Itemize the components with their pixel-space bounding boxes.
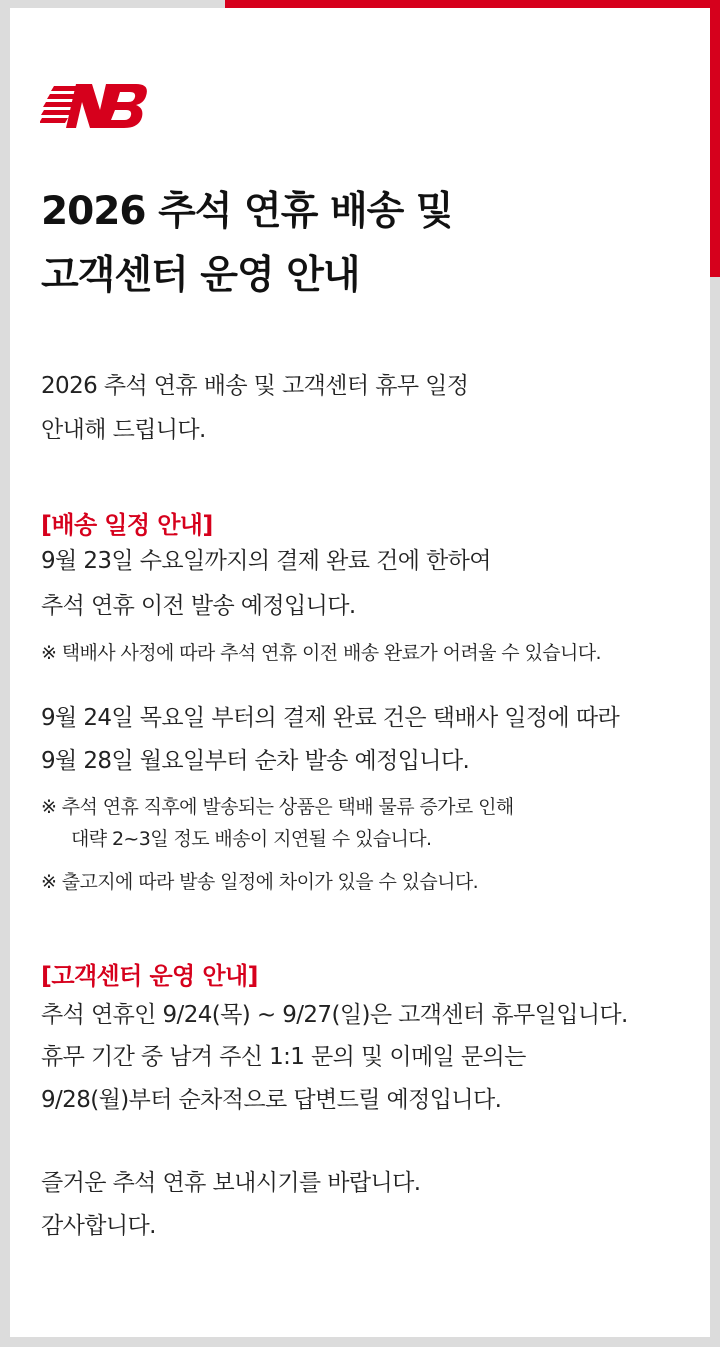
intro-line-1: 2026 추석 연휴 배송 및 고객센터 휴무 일정 [41, 373, 469, 399]
cs-line-1: 추석 연휴인 9/24(목) ~ 9/27(일)은 고객센터 휴무일입니다. [41, 1002, 628, 1028]
shipping-line-2: 추석 연휴 이전 발송 예정입니다. [41, 593, 356, 619]
shipping-heading: [배송 일정 안내] [41, 511, 213, 539]
accent-bar-top [225, 0, 720, 8]
shipping-line-4: 9월 28일 월요일부터 순차 발송 예정입니다. [41, 748, 470, 774]
cs-heading: [고객센터 운영 안내] [41, 962, 258, 990]
shipping-note-2-cont: 대략 2~3일 정도 배송이 지연될 수 있습니다. [71, 828, 432, 850]
cs-line-3: 9/28(월)부터 순차적으로 답변드릴 예정입니다. [41, 1087, 502, 1113]
shipping-note-2: ※ 추석 연휴 직후에 발송되는 상품은 택배 물류 증가로 인해 [41, 796, 514, 818]
shipping-note-3: ※ 출고지에 따라 발송 일정에 차이가 있을 수 있습니다. [41, 871, 479, 893]
closing-line-2: 감사합니다. [41, 1213, 156, 1239]
cs-line-2: 휴무 기간 중 남겨 주신 1:1 문의 및 이메일 문의는 [41, 1044, 526, 1070]
shipping-line-3: 9월 24일 목요일 부터의 결제 완료 건은 택배사 일정에 따라 [41, 705, 620, 731]
accent-bar-right [710, 0, 720, 277]
shipping-line-1: 9월 23일 수요일까지의 결제 완료 건에 한하여 [41, 548, 491, 574]
title-line-1: 2026 추석 연휴 배송 및 [41, 189, 453, 234]
brand-logo [40, 80, 148, 132]
intro-line-2: 안내해 드립니다. [41, 417, 206, 443]
closing-line-1: 즐거운 추석 연휴 보내시기를 바랍니다. [41, 1170, 421, 1196]
shipping-note-1: ※ 택배사 사정에 따라 추석 연휴 이전 배송 완료가 어려울 수 있습니다. [41, 642, 601, 664]
page-title [41, 180, 453, 308]
title-line-2: 고객센터 운영 안내 [41, 253, 360, 298]
